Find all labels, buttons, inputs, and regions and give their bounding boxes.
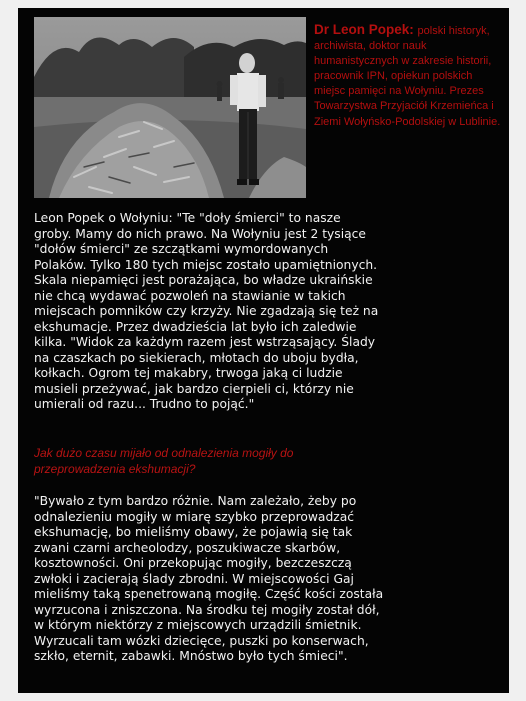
article-paragraph-1: Leon Popek o Wołyniu: "Te "doły śmierci" to nasze groby. Mamy do nich prawo. Na Wołyniu jest 2 tysiące "dołów śmierci" ze szczątkami wymordowanych Polaków. Tylko 180 tych miejsc zostało upamiętnionych. Skala niepamięci jest porażająca, bo władze ukraińskie nie chcą wydawać pozwoleń na stawianie w takich miejscach pomników czy krzyży. Nie zgadzają się też na ekshumacje. Przez dwadzieścia lat było ich zaledwie kilka. "Widok za każdym razem jest wstrząsający. Ślady na czaszkach po siekierach, młotach do uboju bydła, kołkach. Ogrom tej makabry, trwoga jaką ci ludzie musieli przeżywać, jak bardzo cierpieli ci, którzy nie umierali od razu... Trudno to pojąć." [34, 211, 379, 411]
historical-photo [34, 17, 306, 198]
author-name: Dr Leon Popek: [314, 22, 418, 37]
author-description: polski historyk, archiwista, doktor nauk humanistycznych w zakresie historii, pracownik IPN, opiekun polskich miejsc pamięci na Wołyniu. Prezes Towarzystwa Przyjaciół Krzemieńca i Ziemi Wołyńsko-Podolskiej w Lublinie. [314, 25, 501, 128]
photo-illustration [34, 17, 306, 198]
author-caption [314, 22, 504, 130]
interview-question: Jak dużo czasu mijało od odnalezienia mogiły do przeprowadzenia ekshumacji? [34, 446, 294, 476]
article-paragraph-2: "Bywało z tym bardzo różnie. Nam zależało, żeby po odnalezieniu mogiły w miarę szybko przeprowadzać ekshumację, bo mieliśmy obawy, że pojawią się tak zwani czarni archeolodzy, poszukiwacze skarbów, kosztowności. Oni przekopując mogiły, bezczeszczą zwłoki i zacierają ślady zbrodni. W miejscowości Gaj mieliśmy taką spenetrowaną mogiłę. Część kości została wyrzucona i zniszczona. Na środku tej mogiły został dół, w którym niektórzy z miejscowych urządzili śmietnik. Wyrzucali tam wózki dziecięce, puszki po konserwach, szkło, eternit, zabawki. Mnóstwo było tych śmieci". [34, 494, 384, 663]
article-panel [18, 8, 509, 693]
